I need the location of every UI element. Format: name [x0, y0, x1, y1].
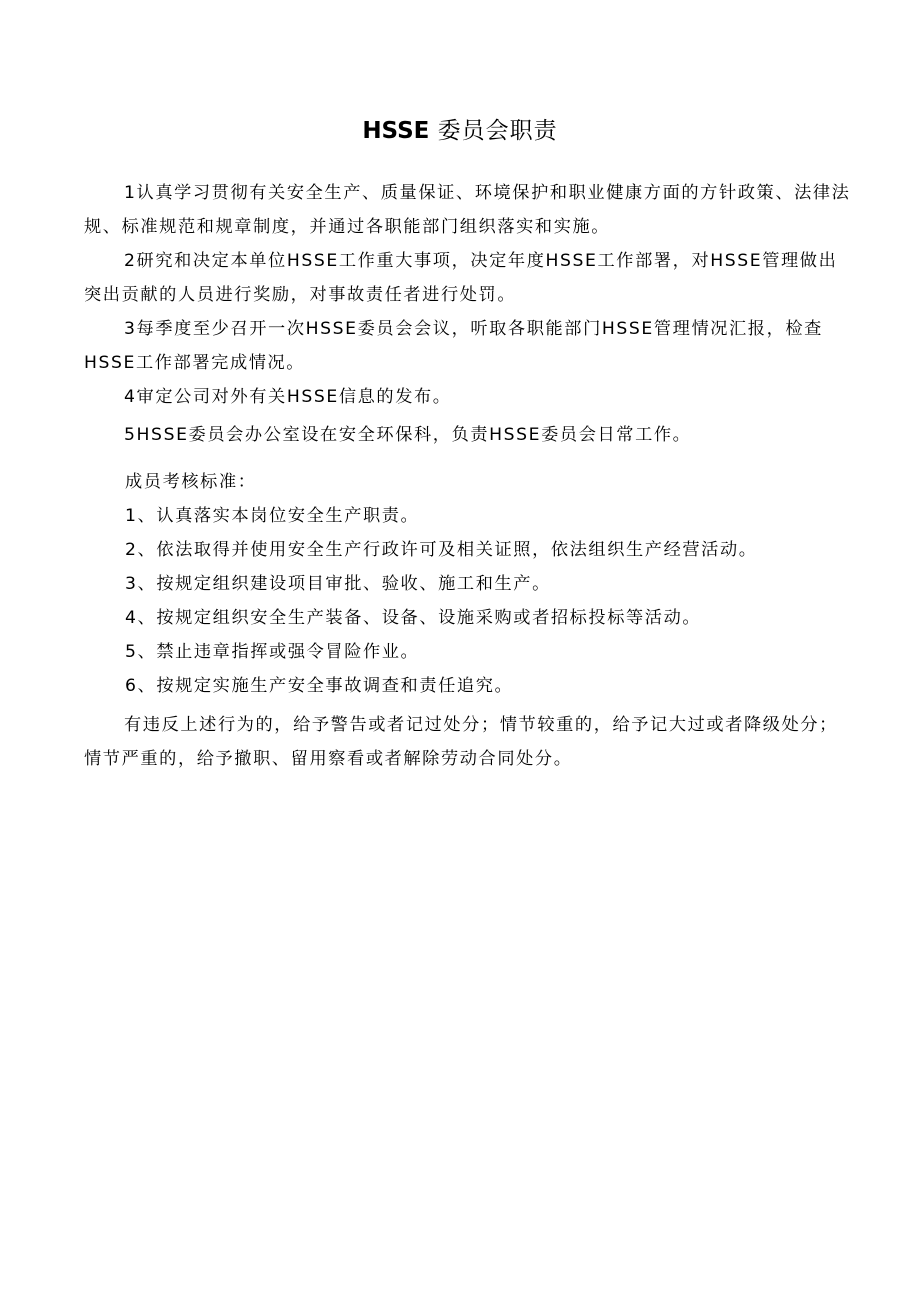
- criteria-item-3: 3、按规定组织建设项目审批、验收、施工和生产。: [125, 574, 551, 594]
- duty-paragraph-5: 5HSSE委员会办公室设在安全环保科，负责HSSE委员会日常工作。: [124, 425, 692, 445]
- duty-paragraph-4: 4审定公司对外有关HSSE信息的发布。: [124, 387, 452, 407]
- page-title: [0, 116, 920, 146]
- criteria-item-1: 1、认真落实本岗位安全生产职责。: [125, 506, 420, 526]
- duty-paragraph-3: 3每季度至少召开一次HSSE委员会会议，听取各职能部门HSSE管理情况汇报，检查HSSE工作部署完成情况。: [84, 319, 823, 373]
- criteria-heading: 成员考核标准：: [125, 472, 257, 492]
- criteria-item-5: 5、禁止违章指挥或强令冒险作业。: [125, 642, 420, 662]
- duty-paragraph-1: 1认真学习贯彻有关安全生产、质量保证、环境保护和职业健康方面的方针政策、法律法规、标准规范和规章制度，并通过各职能部门组织落实和实施。: [84, 183, 851, 237]
- criteria-item-6: 6、按规定实施生产安全事故调查和责任追究。: [125, 676, 514, 696]
- penalty-paragraph: 有违反上述行为的，给予警告或者记过处分；情节较重的，给予记大过或者降级处分；情节严重的，给予撤职、留用察看或者解除劳动合同处分。: [84, 715, 838, 769]
- duty-paragraph-2: 2研究和决定本单位HSSE工作重大事项，决定年度HSSE工作部署，对HSSE管理做出突出贡献的人员进行奖励，对事故责任者进行处罚。: [84, 251, 838, 305]
- criteria-item-4: 4、按规定组织安全生产装备、设备、设施采购或者招标投标等活动。: [125, 608, 702, 628]
- title-latin: HSSE: [362, 118, 430, 144]
- criteria-item-2: 2、依法取得并使用安全生产行政许可及相关证照，依法组织生产经营活动。: [125, 540, 758, 560]
- title-cjk: 委员会职责: [429, 118, 558, 144]
